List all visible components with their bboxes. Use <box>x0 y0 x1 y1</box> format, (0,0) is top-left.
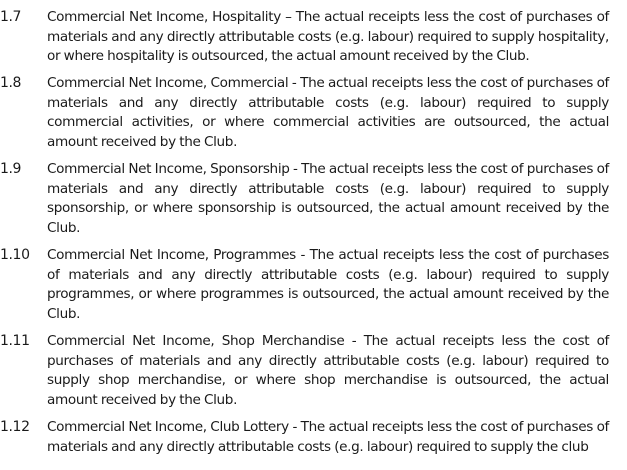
clause-text: Commercial Net Income, Shop Merchandise - The actual receipts less the cost of purchases of materials and any directly attributable costs (e.g. labour) required to supply shop merchandise, or where shop merchandise is outsourced, the actual amount received by the Club. <box>47 333 609 408</box>
clause-number: 1.9 <box>0 161 22 177</box>
clause-number: 1.7 <box>0 9 22 25</box>
clause-text: Commercial Net Income, Sponsorship - The actual receipts less the cost of purchases of materials and any directly attributable costs (e.g. labour) required to supply sponsorship, or where sponsorship is outsourced, the actual amount received by the Club. <box>47 161 609 236</box>
clause-number: 1.11 <box>0 333 30 349</box>
clause-number: 1.12 <box>0 419 30 435</box>
clause-text: Commercial Net Income, Hospitality – The actual receipts less the cost of purchases of materials and any directly attributable costs (e.g. labour) required to supply hospitality, or where hospitality is outsourced, the actual amount received by the Club. <box>47 9 609 65</box>
clause-text: Commercial Net Income, Programmes - The actual receipts less the cost of purchases of materials and any directly attributable costs (e.g. labour) required to supply programmes, or where programmes is outsourced, the actual amount received by the Club. <box>47 247 609 322</box>
clause-number: 1.8 <box>0 75 22 91</box>
clause-text: Commercial Net Income, Club Lottery - The actual receipts less the cost of purchases of materials and any directly attributable costs (e.g. labour) required to supply the club <box>47 419 609 455</box>
clause-text: Commercial Net Income, Commercial - The actual receipts less the cost of purchases of materials and any directly attributable costs (e.g. labour) required to supply commercial activities, or where commercial activities are outsourced, the actual amount received by the Club. <box>47 75 609 150</box>
clause-number: 1.10 <box>0 247 30 263</box>
